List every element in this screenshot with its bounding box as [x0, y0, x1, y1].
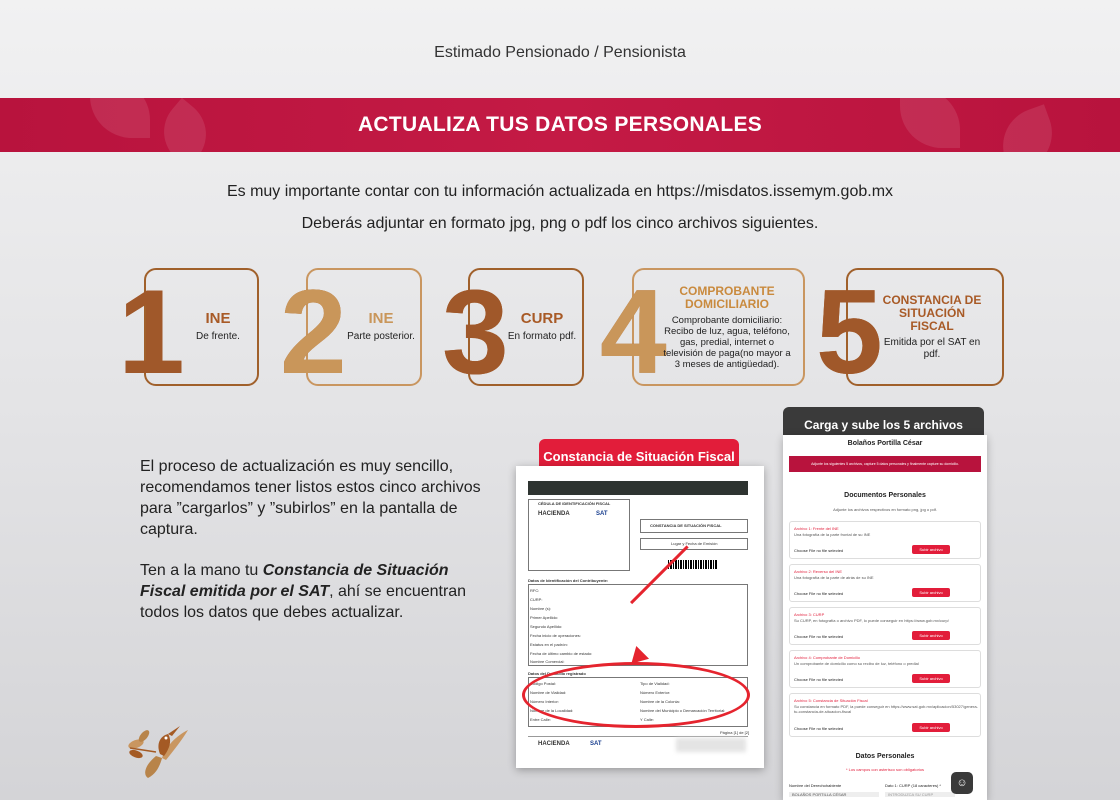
step-2 — [280, 265, 425, 399]
card-3-title: Archivo 3: CURP — [794, 612, 825, 617]
step-5-title: CONSTANCIA DE SITUACIÓN FISCAL — [882, 292, 982, 333]
datos-section-title: Datos Personales — [855, 753, 915, 760]
card-3-desc: Su CURP, en fotografía o archivo PDF, lo puede conseguir en https://www.gob.mx/curp/ — [794, 618, 949, 623]
upload-alert: Adjunte los siguientes 5 archivos, capture 5 datos personales y finalmente capture su domicilio. — [789, 456, 981, 472]
doc-barcode — [668, 560, 718, 569]
step-4-number: 4 — [600, 265, 667, 399]
doc-dom-right-3: Nombre del Municipio o Demarcación Territorial: — [640, 708, 726, 713]
card-4-title: Archivo 4: Comprobante de Domicilio — [794, 655, 861, 660]
doc-field-0: RFC: — [530, 588, 540, 593]
doc-footer-sat: SAT — [590, 741, 602, 747]
required-note: * Los campos con asterisco son obligatorios — [845, 767, 925, 772]
doc-constancia-title: CONSTANCIA DE SITUACIÓN FISCAL — [650, 523, 722, 528]
nombre-value: BOLAÑOS PORTILLA CÉSAR — [789, 792, 879, 797]
card-5-desc: Su constancia en formato PDF, la puede conseguir en https://www.sat.gob.mx/aplicacion/53027/genera-tu-constancia-de-situacion-fiscal — [794, 704, 978, 714]
step-5 — [816, 265, 1006, 399]
process-p2-pre: Ten a la mano tu — [140, 562, 263, 579]
card-3-upload-button[interactable]: Subir archivo — [912, 631, 950, 640]
doc-hacienda: HACIENDA — [538, 511, 570, 517]
doc-pagina: Página [1] de [2] — [720, 730, 750, 735]
title-banner — [0, 98, 1120, 152]
doc-dom-left-1: Nombre de Vialidad: — [530, 690, 567, 695]
step-4-subtitle: Comprobante domiciliario: Recibo de luz, agua, teléfono, gas, predial, internet o televisión de paga(no mayor a 3 meses de antigüedad). — [663, 314, 791, 370]
nombre-label: Nombre del Derechohabiente — [789, 783, 842, 788]
upload-card-5 — [789, 693, 981, 737]
doc-cedula-frame — [528, 499, 630, 571]
step-3-subtitle: En formato pdf. — [507, 331, 577, 342]
step-2-number: 2 — [280, 265, 347, 399]
process-p2-post: , ahí se encuentran todos los datos que debes actualizar. — [140, 583, 467, 621]
upload-card-1 — [789, 521, 981, 559]
hummingbird-logo-icon — [126, 716, 196, 780]
card-2-upload-button[interactable]: Subir archivo — [912, 588, 950, 597]
step-2-title: INE — [368, 310, 394, 327]
doc-field-4: Segundo Apellido: — [530, 624, 563, 629]
card-4-upload-button[interactable]: Subir archivo — [912, 674, 950, 683]
doc-datos-contribuyente: Datos de Identificación del Contribuyente: — [528, 578, 609, 583]
doc-field-5: Fecha inicio de operaciones: — [530, 633, 581, 638]
card-3-choose-file[interactable]: Choose File no file selected — [794, 634, 844, 639]
doc-sat: SAT — [596, 511, 608, 517]
step-5-number: 5 — [816, 265, 883, 399]
doc-field-3: Primer Apellido: — [530, 615, 559, 620]
step-4-title: COMPROBANTE DOMICILIARIO — [679, 283, 775, 311]
doc-lugar: Lugar y Fecha de Emisión — [671, 541, 718, 546]
card-2-choose-file[interactable]: Choose File no file selected — [794, 591, 844, 596]
doc-domicilio: Datos del Domicilio registrado — [528, 671, 586, 676]
doc-dom-left-2: Número Interior: — [530, 699, 559, 704]
doc-footer-hacienda: HACIENDA — [538, 741, 570, 747]
intro-line-2: Deberás adjuntar en formato jpg, png o pdf los cinco archivos siguientes. — [301, 215, 819, 232]
upload-header: Carga y sube los 5 archivos — [783, 407, 984, 439]
doc-dom-right-4: Y Calle: — [640, 717, 654, 722]
doc-blurred-stamp — [676, 738, 746, 752]
card-5-choose-file[interactable]: Choose File no file selected — [794, 726, 844, 731]
intro-line-1: Es muy importante contar con tu información actualizada en https://misdatos.issemym.gob.mx — [226, 183, 894, 200]
red-highlight-ellipse — [522, 662, 750, 728]
doc-dom-left-4: Entre Calle: — [530, 717, 551, 722]
card-4-choose-file[interactable]: Choose File no file selected — [794, 677, 844, 682]
process-text — [140, 456, 490, 643]
card-2-desc: Una fotografía de la parte de atrás de su INE — [794, 575, 874, 580]
doc-dom-left-3: Nombre de la Localidad: — [530, 708, 574, 713]
docs-section-title: Documentos Personales — [844, 492, 926, 499]
doc-dom-right-0: Tipo de Vialidad: — [640, 681, 670, 686]
csf-label: Constancia de Situación Fiscal — [539, 439, 739, 473]
step-1-number: 1 — [118, 265, 185, 399]
curp-label: Dato 1: CURP (18 caracteres) * — [885, 783, 941, 788]
doc-cedula: CÉDULA DE IDENTIFICACIÓN FISCAL — [538, 501, 611, 506]
step-2-subtitle: Parte posterior. — [347, 331, 415, 342]
card-1-title: Archivo 1: Frente del INE — [794, 526, 839, 531]
upload-card-2 — [789, 564, 981, 602]
card-4-desc: Un comprobante de domicilio como su recibo de luz, teléfono o predial — [794, 661, 919, 666]
doc-dom-right-2: Nombre de la Colonia: — [640, 699, 680, 704]
process-paragraph-2 — [140, 560, 490, 623]
doc-field-8: Nombre Comercial: — [530, 659, 565, 664]
docs-section-subtitle: Adjunte los archivos respectivos en formato png, jpg o pdf. — [833, 507, 937, 512]
chat-icon[interactable]: ☺ — [951, 772, 973, 794]
step-5-subtitle: Emitida por el SAT en pdf. — [883, 336, 981, 360]
doc-dom-left-0: Código Postal: — [530, 681, 557, 686]
process-paragraph-1: El proceso de actualización es muy sencillo, recomendamos tener listos estos cinco archivos para ”cargarlos” y ”subirlos” en la pantalla de captura. — [140, 458, 481, 538]
doc-header-bar — [528, 481, 748, 495]
card-5-upload-button[interactable]: Subir archivo — [912, 723, 950, 732]
card-1-desc: Una fotografía de la parte frontal de su INE — [794, 532, 871, 537]
card-1-upload-button[interactable]: Subir archivo — [912, 545, 950, 554]
doc-dom-right-1: Número Exterior: — [640, 690, 671, 695]
step-3 — [442, 265, 587, 399]
greeting: Estimado Pensionado / Pensionista — [434, 44, 686, 61]
doc-footer-line — [528, 736, 748, 737]
card-5-title: Archivo 5: Constancia de Situación Fiscal — [794, 698, 868, 703]
step-4 — [600, 265, 810, 399]
doc-field-2: Nombre (s): — [530, 606, 552, 611]
step-1-subtitle: De frente. — [196, 331, 240, 342]
upload-screen-preview — [783, 435, 987, 800]
banner-title: ACTUALIZA TUS DATOS PERSONALES — [357, 113, 763, 136]
doc-field-7: Fecha de último cambio de estado: — [530, 651, 593, 656]
curp-input[interactable]: INTRODUZCA SU CURP — [885, 792, 955, 797]
doc-field-6: Estatus en el padrón: — [530, 642, 568, 647]
card-1-choose-file[interactable]: Choose File no file selected — [794, 548, 844, 553]
step-3-number: 3 — [442, 265, 509, 399]
upload-user-name: Bolaños Portilla César — [847, 440, 923, 447]
doc-field-1: CURP: — [530, 597, 543, 602]
step-1 — [118, 265, 263, 399]
card-2-title: Archivo 2: Reverso del INE — [794, 569, 843, 574]
step-1-title: INE — [205, 310, 231, 327]
upload-card-3 — [789, 607, 981, 645]
step-3-title: CURP — [520, 310, 564, 327]
process-p2-bold: Constancia de Situación Fiscal emitida por el SAT — [140, 562, 449, 600]
upload-card-4 — [789, 650, 981, 688]
